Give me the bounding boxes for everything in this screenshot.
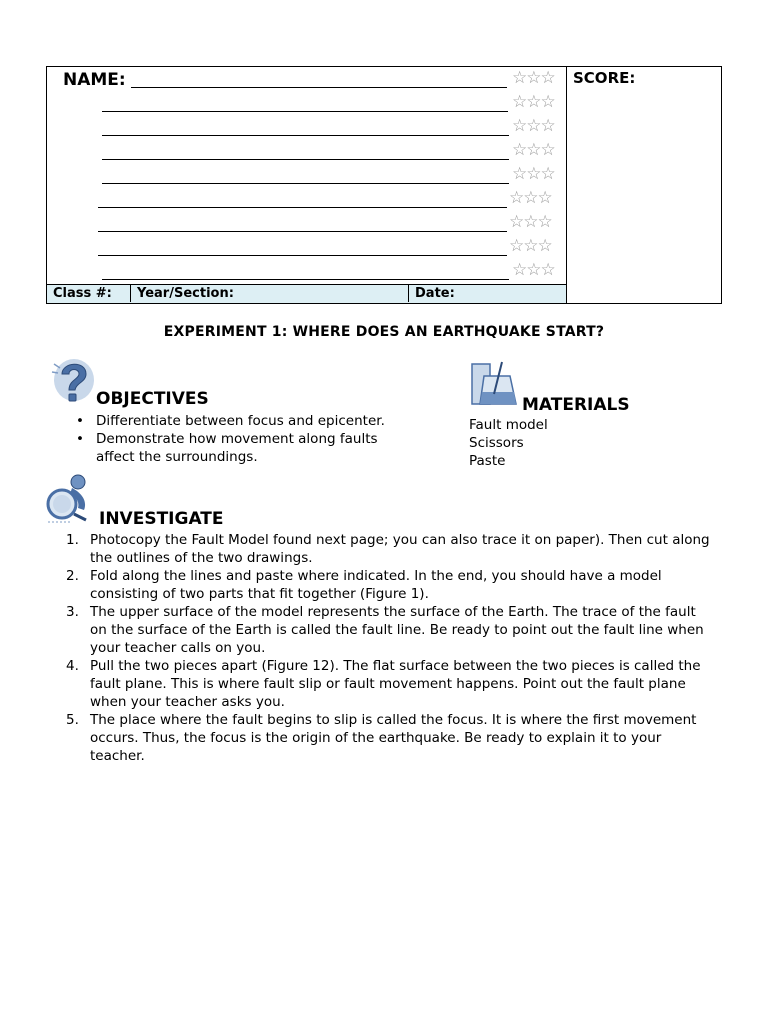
name-line-5[interactable]	[102, 183, 509, 184]
material-item: Fault model	[469, 417, 548, 433]
step-line: Pull the two pieces apart (Figure 12). The flat surface between the two pieces is called the	[90, 658, 701, 674]
question-mark-icon	[50, 356, 96, 408]
step-line: Fold along the lines and paste where indicated. In the end, you should have a model	[90, 568, 662, 584]
step-item	[46, 603, 746, 657]
material-item: Paste	[469, 453, 506, 469]
objectives-list	[72, 412, 432, 466]
investigate-steps	[46, 531, 746, 765]
materials-heading: MATERIALS	[522, 395, 630, 415]
star-rating-icon[interactable]: ☆☆☆	[509, 188, 552, 208]
step-number: 2.	[66, 568, 79, 584]
score-cell[interactable]	[566, 67, 721, 303]
star-rating-icon[interactable]: ☆☆☆	[509, 212, 552, 232]
star-rating-icon[interactable]: ☆☆☆	[512, 140, 555, 160]
objective-item: • Demonstrate how movement along faults	[72, 430, 432, 448]
name-line-8[interactable]	[98, 255, 507, 256]
magnifier-person-icon	[44, 470, 100, 526]
name-line-4[interactable]	[102, 159, 509, 160]
star-rating-icon[interactable]: ☆☆☆	[512, 116, 555, 136]
name-line-6[interactable]	[98, 207, 507, 208]
class-number-field[interactable]: Class #:	[47, 285, 131, 302]
class-info-row	[47, 284, 567, 303]
date-field[interactable]: Date:	[415, 286, 455, 301]
name-line-9[interactable]	[102, 279, 509, 280]
name-line-3[interactable]	[102, 135, 509, 136]
star-rating-icon[interactable]: ☆☆☆	[512, 164, 555, 184]
step-item	[46, 567, 746, 603]
star-rating-icon[interactable]: ☆☆☆	[512, 260, 555, 280]
step-line: fault plane. This is where fault slip or fault movement happens. Point out the fault plane	[90, 676, 686, 692]
step-number: 4.	[66, 658, 79, 674]
star-rating-icon[interactable]: ☆☆☆	[512, 68, 555, 88]
name-line-2[interactable]	[102, 111, 508, 112]
beaker-icon	[470, 360, 522, 410]
material-item: Scissors	[469, 435, 524, 451]
step-line: teacher.	[90, 748, 145, 764]
objective-item-continued: affect the surroundings.	[96, 449, 258, 465]
step-item	[46, 711, 746, 765]
year-section-field[interactable]: Year/Section:	[131, 285, 409, 302]
step-line: The upper surface of the model represents the surface of the Earth. The trace of the fault	[90, 604, 696, 620]
experiment-title: EXPERIMENT 1: WHERE DOES AN EARTHQUAKE START?	[163, 324, 605, 340]
step-line: the outlines of the two drawings.	[90, 550, 313, 566]
step-number: 5.	[66, 712, 79, 728]
score-label: SCORE:	[573, 69, 636, 87]
names-area	[47, 67, 567, 284]
name-label: NAME:	[63, 70, 126, 90]
step-number: 1.	[66, 532, 79, 548]
materials-list	[469, 416, 548, 470]
investigate-heading: INVESTIGATE	[99, 509, 224, 529]
star-rating-icon[interactable]: ☆☆☆	[512, 92, 555, 112]
step-line: The place where the fault begins to slip is called the focus. It is where the first movement	[90, 712, 697, 728]
student-info-box	[46, 66, 722, 304]
step-line: your teacher calls on you.	[90, 640, 266, 656]
step-item	[46, 531, 746, 567]
name-line-7[interactable]	[98, 231, 507, 232]
step-line: on the surface of the Earth is called the fault line. Be ready to point out the fault line when	[90, 622, 704, 638]
name-line-1[interactable]	[131, 87, 507, 88]
step-line: when your teacher asks you.	[90, 694, 285, 710]
step-number: 3.	[66, 604, 79, 620]
star-rating-icon[interactable]: ☆☆☆	[509, 236, 552, 256]
objectives-heading: OBJECTIVES	[96, 389, 209, 409]
step-line: occurs. Thus, the focus is the origin of the earthquake. Be ready to explain it to your	[90, 730, 662, 746]
step-line: consisting of two parts that fit together (Figure 1).	[90, 586, 429, 602]
step-item	[46, 657, 746, 711]
objective-item: • Differentiate between focus and epicenter.	[72, 412, 432, 430]
step-line: Photocopy the Fault Model found next page; you can also trace it on paper). Then cut along	[90, 532, 710, 548]
